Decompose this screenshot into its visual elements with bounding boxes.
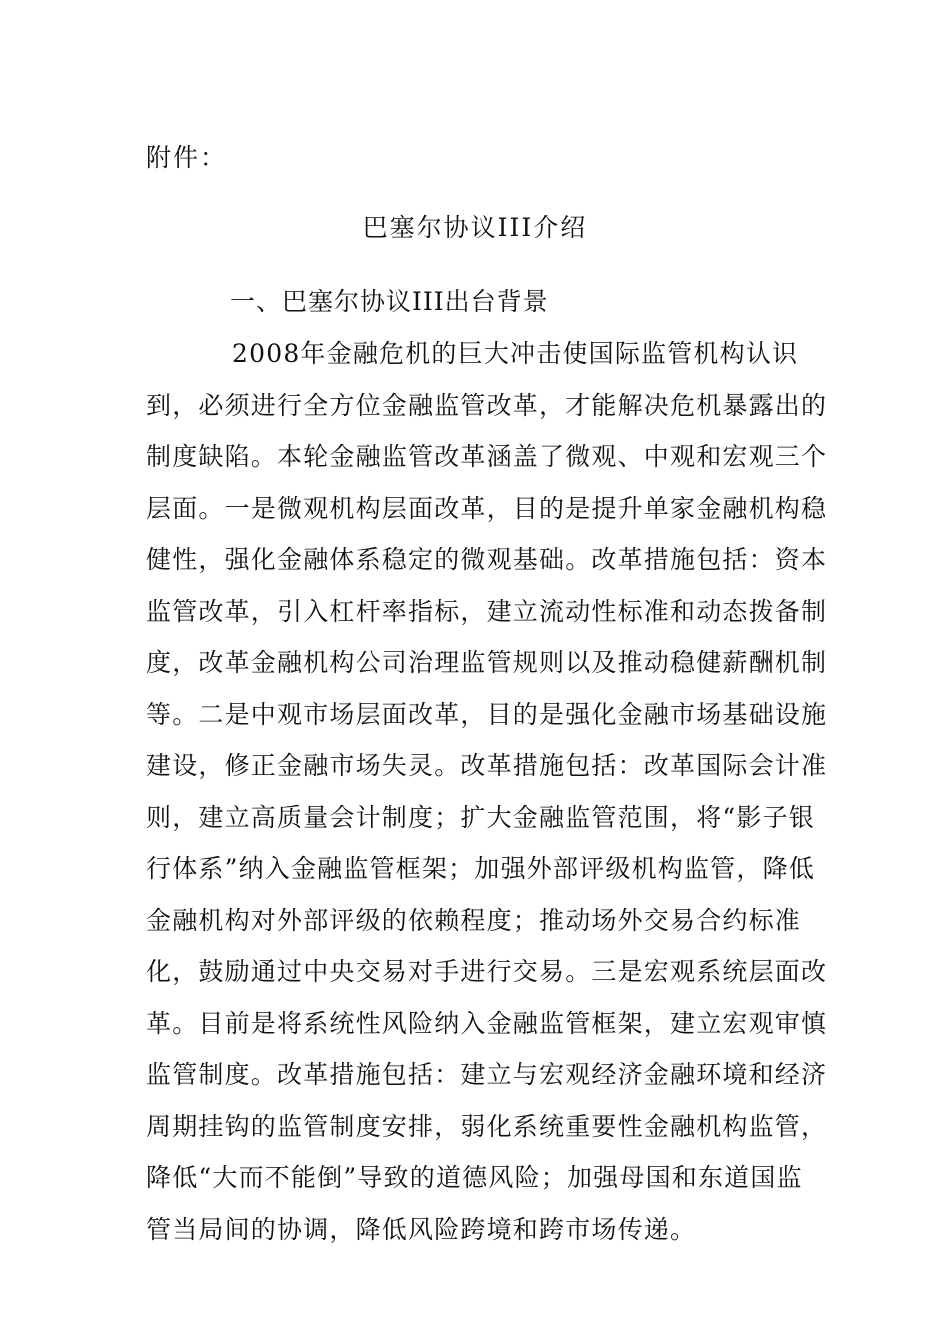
document-title: 巴塞尔协议III介绍 bbox=[362, 213, 588, 242]
section-heading: 一、巴塞尔协议III出台背景 bbox=[230, 287, 549, 316]
paragraph-line: 降低“大而不能倒”导致的道德风险；加强母国和东道国监 bbox=[146, 1163, 803, 1192]
paragraph-line: 层面。一是微观机构层面改革，目的是提升单家金融机构稳 bbox=[146, 493, 828, 523]
paragraph-line: 2008年金融危机的巨大冲击使国际监管机构认识 bbox=[232, 339, 799, 368]
paragraph-line: 管当局间的协调，降低风险跨境和跨市场传递。 bbox=[146, 1214, 697, 1244]
attachment-label: 附件： bbox=[146, 143, 228, 172]
paragraph-line: 金融机构对外部评级的依赖程度；推动场外交易合约标准 bbox=[146, 905, 802, 935]
body-paragraph bbox=[146, 336, 828, 1263]
paragraph-line: 革。目前是将系统性风险纳入金融监管框架，建立宏观审慎 bbox=[146, 1008, 828, 1038]
paragraph-line: 到，必须进行全方位金融监管改革，才能解决危机暴露出的 bbox=[146, 390, 828, 420]
paragraph-line: 监管制度。改革措施包括：建立与宏观经济金融环境和经济 bbox=[146, 1060, 828, 1089]
paragraph-line: 监管改革，引入杠杆率指标，建立流动性标准和动态拨备制 bbox=[146, 596, 828, 626]
paragraph-line: 行体系”纳入金融监管框架；加强外部评级机构监管，降低 bbox=[146, 854, 815, 883]
paragraph-line: 周期挂钩的监管制度安排，弱化系统重要性金融机构监管， bbox=[146, 1111, 828, 1141]
paragraph-line: 则，建立高质量会计制度；扩大金融监管范围，将“影子银 bbox=[146, 802, 815, 832]
paragraph-line: 制度缺陷。本轮金融监管改革涵盖了微观、中观和宏观三个 bbox=[146, 442, 828, 471]
paragraph-line: 化，鼓励通过中央交易对手进行交易。三是宏观系统层面改 bbox=[146, 957, 828, 986]
paragraph-line: 健性，强化金融体系稳定的微观基础。改革措施包括：资本 bbox=[146, 545, 828, 574]
paragraph-line: 建设，修正金融市场失灵。改革措施包括：改革国际会计准 bbox=[146, 751, 828, 780]
paragraph-line: 等。二是中观市场层面改革，目的是强化金融市场基础设施 bbox=[146, 699, 828, 729]
paragraph-line: 度，改革金融机构公司治理监管规则以及推动稳健薪酬机制 bbox=[146, 648, 828, 677]
